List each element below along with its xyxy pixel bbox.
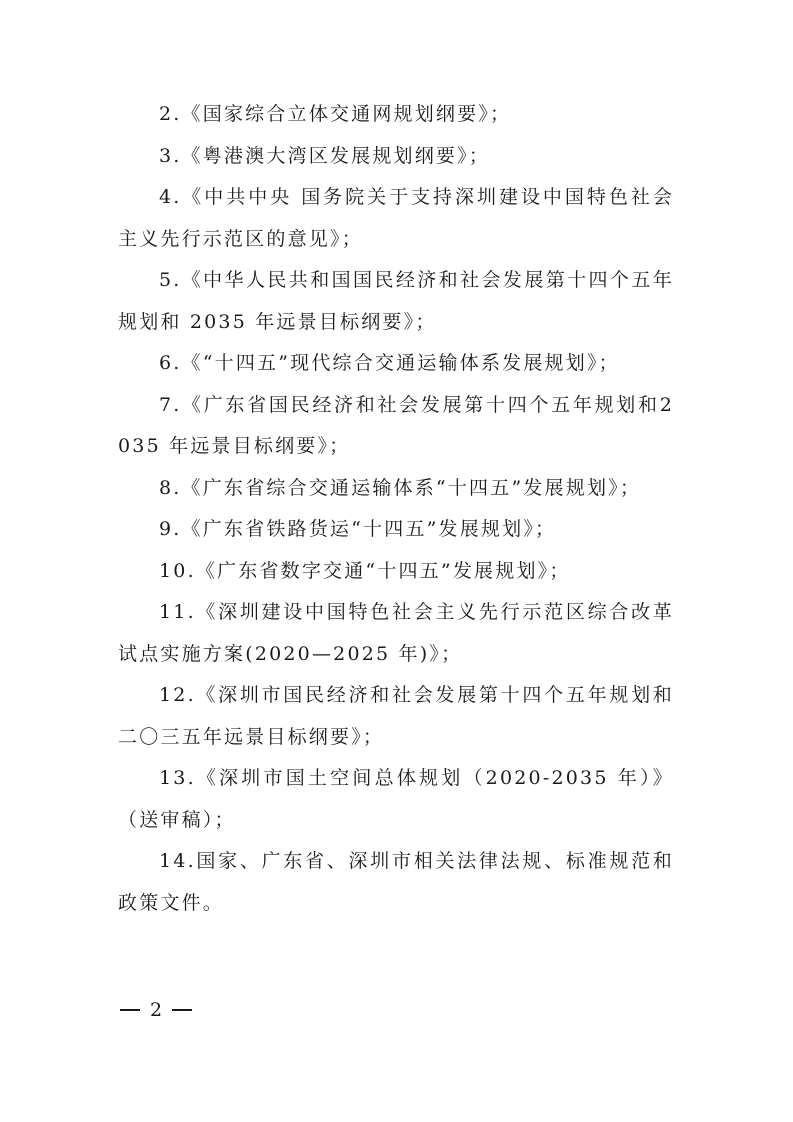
list-item: 8.《广东省综合交通运输体系“十四五”发展规划》； [159, 476, 642, 499]
reference-list [118, 94, 674, 924]
list-item: 6.《“十四五”现代综合交通运输体系发展规划》； [159, 352, 620, 374]
list-item: 9.《广东省铁路货运“十四五”发展规划》； [159, 518, 557, 540]
list-item: 13.《深圳市国土空间总体规划（2020-2035 年）》（送审稿）； [118, 767, 674, 831]
page-number: 2 [150, 999, 163, 1021]
list-item: 4.《中共中央 国务院关于支持深圳建设中国特色社会主义先行示范区的意见》； [118, 186, 674, 250]
list-item: 2.《国家综合立体交通网规划纲要》； [159, 103, 512, 125]
list-item: 3.《粤港澳大湾区发展规划纲要》； [159, 144, 491, 167]
list-item: 12.《深圳市国民经济和社会发展第十四个五年规划和二〇三五年远景目标纲要》； [118, 684, 674, 748]
footer-dash-right [172, 1009, 192, 1011]
list-item: 10.《广东省数字交通“十四五”发展规划》； [159, 559, 571, 582]
page-footer [120, 998, 192, 1022]
list-item: 11.《深圳建设中国特色社会主义先行示范区综合改革试点实施方案(2020—2025 年)》； [118, 601, 674, 665]
footer-dash-left [120, 1009, 140, 1011]
list-item: 5.《中华人民共和国国民经济和社会发展第十四个五年规划和 2035 年远景目标纲要》； [118, 269, 674, 333]
list-item: 14.国家、广东省、深圳市相关法律法规、标准规范和政策文件。 [118, 850, 674, 914]
list-item: 7.《广东省国民经济和社会发展第十四个五年规划和2035 年远景目标纲要》； [118, 393, 674, 457]
